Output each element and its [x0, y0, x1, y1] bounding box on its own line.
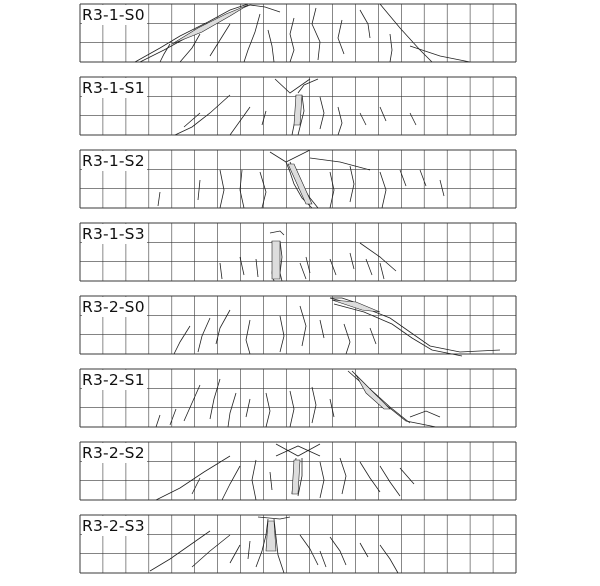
panel-r3-1-s2 — [80, 150, 516, 208]
panel-r3-1-s3 — [80, 223, 516, 281]
panel-label: R3-2-S2 — [82, 444, 145, 462]
panel-r3-1-s1 — [80, 77, 516, 135]
panel-label: R3-2-S0 — [82, 298, 145, 316]
panel-label: R3-1-S0 — [82, 6, 145, 24]
panel-r3-2-s0 — [80, 296, 516, 354]
panel-label: R3-2-S1 — [82, 371, 145, 389]
panel-label: R3-2-S3 — [82, 517, 145, 535]
panel-r3-2-s3 — [80, 515, 516, 573]
panel-label: R3-1-S3 — [82, 225, 145, 243]
panel-r3-2-s1 — [80, 369, 516, 427]
panel-r3-1-s0 — [80, 4, 516, 62]
panel-label: R3-1-S2 — [82, 152, 145, 170]
panel-label: R3-1-S1 — [82, 79, 145, 97]
panel-r3-2-s2 — [80, 442, 516, 500]
